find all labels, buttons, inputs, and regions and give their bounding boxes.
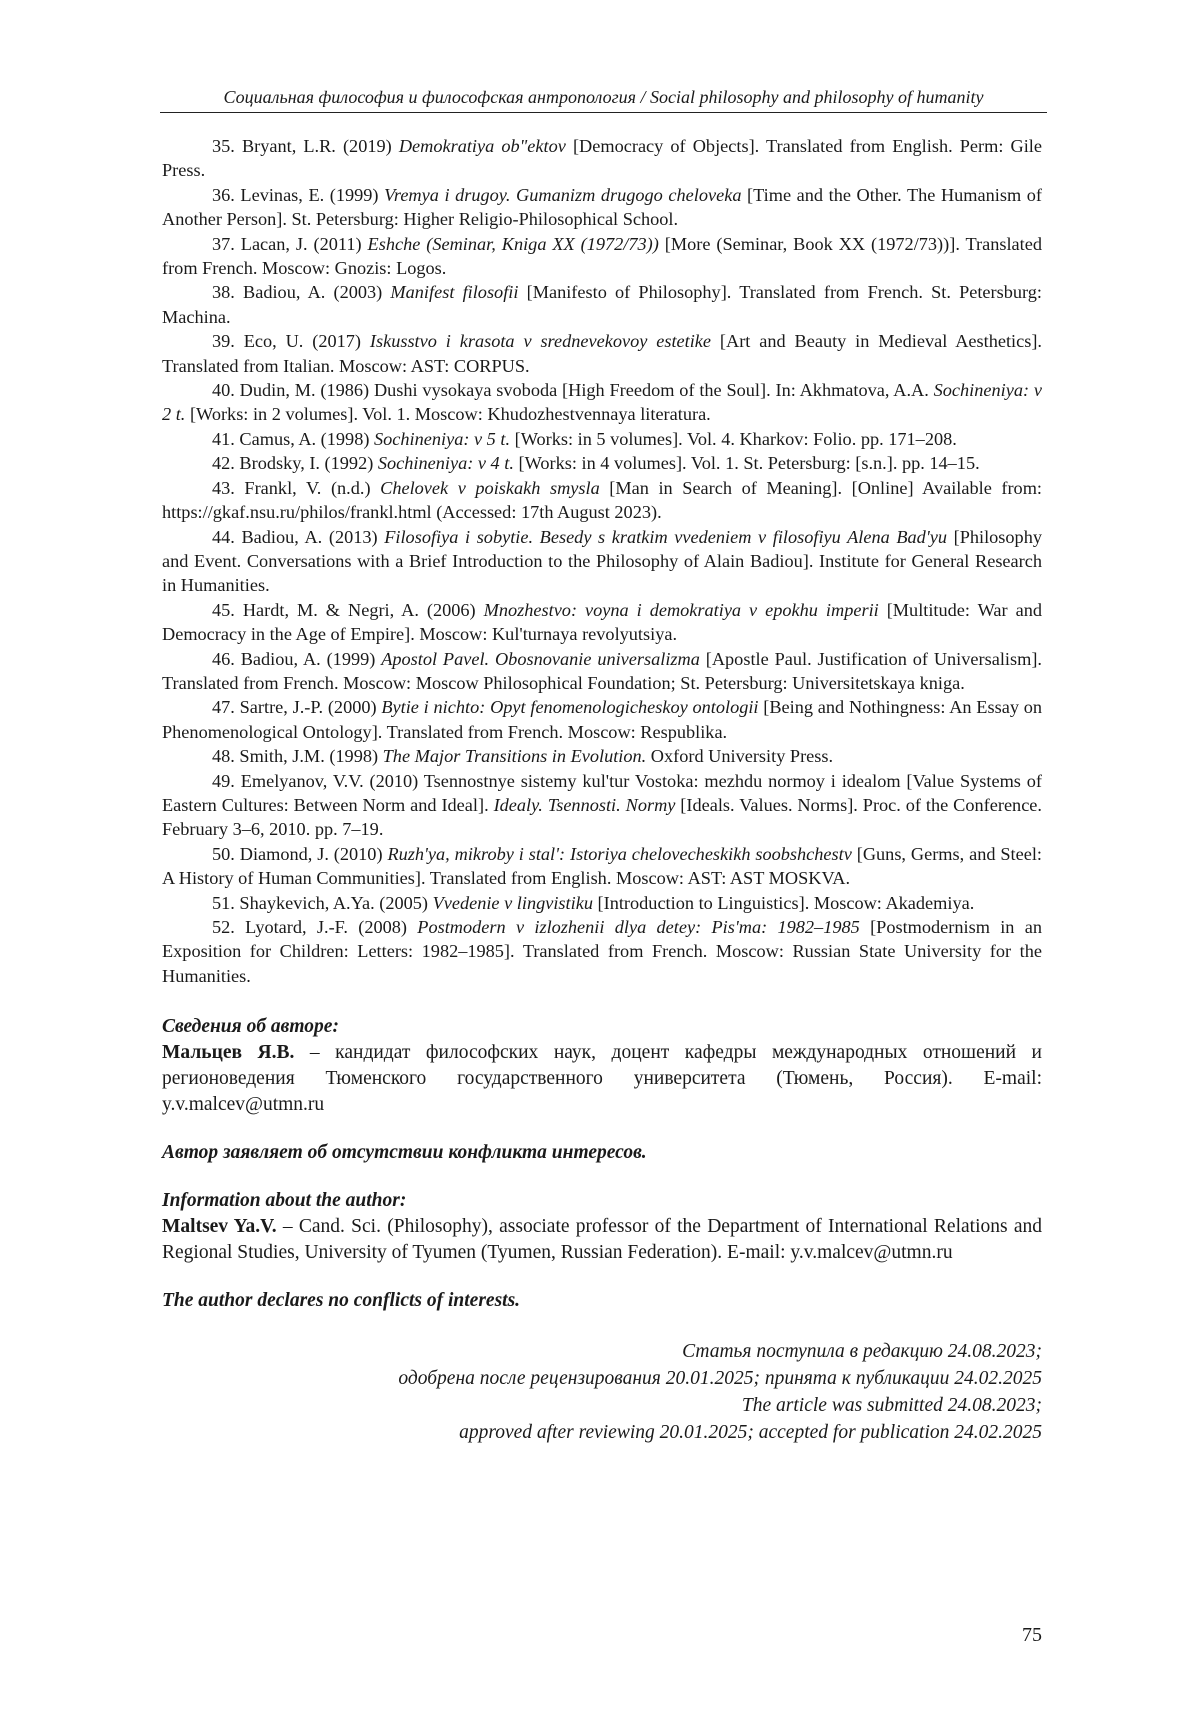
reference-item: 44. Badiou, A. (2013) Filosofiya i sobytie. Besedy s kratkim vvedeniem v filosofiyu Alena Bad'yu [Philosophy and Event. Conversations with a Brief Introduction to the Philosophy of Alain Badiou]. Institute for General Research in Humanities. <box>162 526 1042 596</box>
date-line: Статья поступила в редакцию 24.08.2023; <box>682 1341 1042 1363</box>
reference-item: 39. Eco, U. (2017) Iskusstvo i krasota v srednevekovoy estetike [Art and Beauty in Medieval Aesthetics]. Translated from Italian. Moscow: AST: CORPUS. <box>162 331 1042 376</box>
reference-item: 45. Hardt, M. & Negri, A. (2006) Mnozhestvo: voyna i demokratiya v epokhu imperii [Multitude: War and Democracy in the Age of Empire]. Moscow: Kul'turnaya revolyutsiya. <box>162 599 1042 645</box>
author-info-ru <box>162 1014 1042 1118</box>
reference-item: 42. Brodsky, I. (1992) Sochineniya: v 4 t. [Works: in 4 volumes]. Vol. 1. St. Petersburg: [s.n.]. pp. 14–15. <box>212 453 980 474</box>
reference-item: 46. Badiou, A. (1999) Apostol Pavel. Obosnovanie universalizma [Apostle Paul. Justification of Universalism]. Translated from French. Moscow: Moscow Philosophical Foundation; St. Petersburg: Universitetskaya kniga. <box>162 648 1042 693</box>
reference-item: 38. Badiou, A. (2003) Manifest filosofii [Manifesto of Philosophy]. Translated from French. St. Petersburg: Machina. <box>162 282 1043 327</box>
reference-list <box>162 134 1042 988</box>
publication-dates <box>162 1338 1042 1446</box>
reference-item: 35. Bryant, L.R. (2019) Demokratiya ob"ektov [Democracy of Objects]. Translated from English. Perm: Gile Press. <box>162 136 1043 181</box>
author-name-en: Maltsev Ya.V. <box>162 1216 277 1238</box>
reference-item: 48. Smith, J.M. (1998) The Major Transitions in Evolution. Oxford University Press. <box>212 746 834 767</box>
reference-item: 36. Levinas, E. (1999) Vremya i drugoy. Gumanizm drugogo cheloveka [Time and the Other. The Humanism of Another Person]. St. Petersburg: Higher Religio-Philosophical School. <box>162 184 1042 230</box>
reference-item: 37. Lacan, J. (2011) Eshche (Seminar, Kniga XX (1972/73)) [More (Seminar, Book XX (1972/73))]. Translated from French. Moscow: Gnozis: Logos. <box>162 233 1042 279</box>
author-info-en-body: Maltsev Ya.V. – Cand. Sci. (Philosophy), associate professor of the Department of International Relations and Regional Studies, University of Tyumen (Tyumen, Russian Federation). E-mail: y.v.malcev@utmn.ru <box>162 1216 1042 1264</box>
author-info-ru-body: Мальцев Я.В. – кандидат философских наук, доцент кафедры международных отношений и регионоведения Тюменского государственного университета (Тюмень, Россия). E-mail: y.v.malcev@utmn.ru <box>162 1042 1042 1116</box>
reference-item: 50. Diamond, J. (2010) Ruzh'ya, mikroby i stal': Istoriya chelovecheskikh soobshchestv [Guns, Germs, and Steel: A History of Human Communities]. Translated from English. Moscow: AST: AST MOSKVA. <box>162 843 1042 889</box>
reference-item: 47. Sartre, J.-P. (2000) Bytie i nichto: Opyt fenomenologicheskoy ontologii [Being and Nothingness: An Essay on Phenomenological Ontology]. Translated from French. Moscow: Respublika. <box>162 697 1043 742</box>
reference-item: 51. Shaykevich, A.Ya. (2005) Vvedenie v lingvistiku [Introduction to Linguistics]. Moscow: Akademiya. <box>212 892 975 913</box>
conflict-statement-en: The author declares no conflicts of interests. <box>162 1290 521 1312</box>
author-info-ru-heading: Сведения об авторе: <box>162 1016 339 1038</box>
date-line: одобрена после рецензирования 20.01.2025; принята к публикации 24.02.2025 <box>398 1368 1042 1390</box>
date-line: The article was submitted 24.08.2023; <box>741 1395 1042 1417</box>
reference-item: 40. Dudin, M. (1986) Dushi vysokaya svoboda [High Freedom of the Soul]. In: Akhmatova, A.A. Sochineniya: v 2 t. [Works: in 2 volumes]. Vol. 1. Moscow: Khudozhestvennaya literatura. <box>162 380 1042 425</box>
date-line: approved after reviewing 20.01.2025; accepted for publication 24.02.2025 <box>459 1422 1042 1444</box>
running-header: Социальная философия и философская антропология / Social philosophy and philosophy of humanity <box>160 86 1047 113</box>
reference-item: 52. Lyotard, J.-F. (2008) Postmodern v izlozhenii dlya detey: Pis'ma: 1982–1985 [Postmodernism in an Exposition for Children: Letters: 1982–1985]. Translated from French. Moscow: Russian State University for the Humanities. <box>162 917 1042 986</box>
page-number: 75 <box>1022 1624 1042 1646</box>
reference-item: 49. Emelyanov, V.V. (2010) Tsennostnye sistemy kul'tur Vostoka: mezhdu normoy i idealom [Value Systems of Eastern Cultures: Between Norm and Ideal]. Idealy. Tsennosti. Normy [Ideals. Values. Norms]. Proc. of the Conference. February 3–6, 2010. pp. 7–19. <box>162 770 1042 840</box>
author-name-ru: Мальцев Я.В. <box>162 1042 295 1064</box>
author-info-en <box>162 1188 1042 1266</box>
reference-item: 43. Frankl, V. (n.d.) Chelovek v poiskakh smysla [Man in Search of Meaning]. [Online] Available from: https://gkaf.nsu.ru/philos/frankl.html (Accessed: 17th August 2023). <box>162 477 1042 523</box>
author-info-en-heading: Information about the author: <box>162 1190 407 1212</box>
conflict-statement-ru: Автор заявляет об отсутствии конфликта интересов. <box>162 1142 647 1164</box>
page-content <box>162 134 1042 1446</box>
reference-item: 41. Camus, A. (1998) Sochineniya: v 5 t. [Works: in 5 volumes]. Vol. 4. Kharkov: Folio. pp. 171–208. <box>212 428 957 449</box>
